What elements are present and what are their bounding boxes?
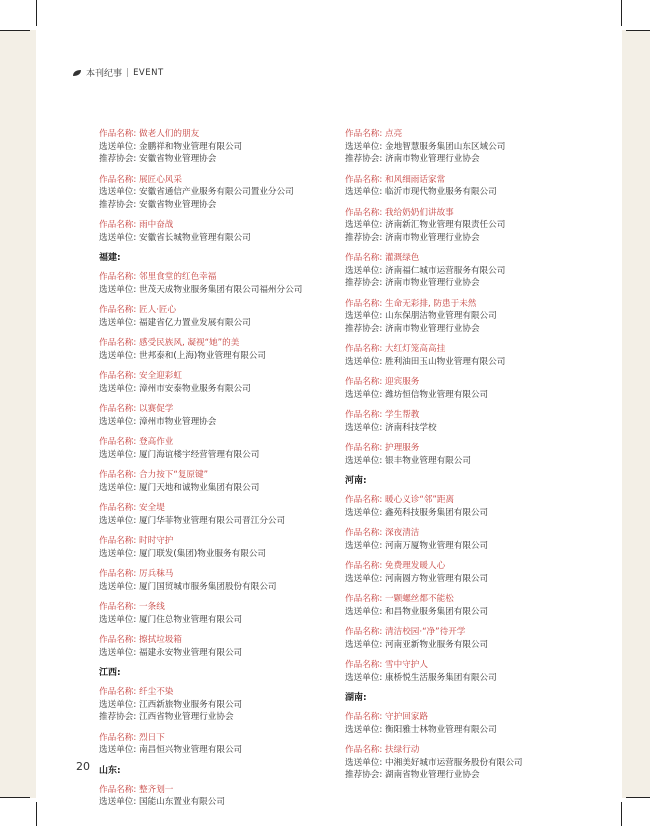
award-entry [99, 403, 359, 428]
crop-mark [36, 802, 37, 826]
entry-title: 作品名称: 烈日下 [99, 732, 165, 743]
entry-unit: 选送单位: 河南亚新物业服务有限公司 [345, 639, 489, 650]
entry-title: 作品名称: 点亮 [345, 129, 403, 139]
entry-association: 推荐协会: 济南市物业管理行业协会 [345, 323, 480, 334]
entry-title: 作品名称: 扶绿行动 [345, 745, 420, 755]
entry-unit: 选送单位: 国能山东置业有限公司 [99, 797, 225, 807]
entry-association: 推荐协会: 安徽省物业管理协会 [99, 199, 217, 210]
entry-title: 作品名称: 登高作业 [99, 437, 174, 447]
crop-mark [626, 797, 650, 798]
entry-title: 作品名称: 免费理发暖人心 [345, 561, 446, 571]
province-heading: 江西: [99, 668, 121, 678]
award-entry [345, 527, 605, 552]
entry-title: 作品名称: 清洁校园·“净”待开学 [345, 627, 466, 637]
entry-association: 推荐协会: 济南市物业管理行业协会 [345, 278, 480, 288]
entry-title: 作品名称: 擦拭垃圾箱 [99, 635, 182, 645]
entry-title: 作品名称: 一条线 [99, 602, 165, 612]
entry-unit: 选送单位: 胜利油田玉山物业管理有限公司 [345, 356, 506, 367]
province-heading: 山东: [99, 765, 121, 776]
entry-title: 作品名称: 灌溉绿色 [345, 253, 420, 263]
entry-unit: 选送单位: 安徽省通信产业服务有限公司置业分公司 [99, 187, 294, 197]
entry-title: 作品名称: 时时守护 [99, 536, 174, 546]
award-entry [99, 732, 359, 757]
province-heading: 河南: [345, 476, 367, 486]
section-title: 本刊纪事 [86, 69, 123, 79]
entry-title: 作品名称: 一颗螺丝都不能松 [345, 594, 454, 604]
entry-unit: 选送单位: 康桥悦生活服务集团有限公司 [345, 672, 497, 683]
entry-title: 作品名称: 雪中守护人 [345, 660, 428, 670]
entry-unit: 选送单位: 鑫苑科技服务集团有限公司 [345, 507, 489, 518]
award-entry [345, 252, 605, 290]
entry-unit: 选送单位: 南昌恒兴物业管理有限公司 [99, 745, 243, 755]
entry-title: 作品名称: 安全堤 [99, 503, 165, 513]
entry-unit: 选送单位: 安徽省长城物业管理有限公司 [99, 232, 251, 243]
award-entry [345, 128, 605, 166]
entry-unit: 选送单位: 衡阳雅士林物业管理有限公司 [345, 724, 497, 735]
entry-title: 作品名称: 学生帮教 [345, 410, 420, 420]
award-entry [99, 128, 359, 166]
crop-mark [36, 0, 37, 26]
entry-title: 作品名称: 展匠心风采 [99, 174, 182, 185]
entry-title: 作品名称: 迎宾服务 [345, 377, 420, 387]
entry-association: 推荐协会: 安徽省物业管理协会 [99, 154, 217, 164]
award-entry [99, 568, 359, 593]
entry-title: 作品名称: 匠人·匠心 [99, 305, 177, 315]
award-entry [99, 634, 359, 659]
award-entry [99, 271, 359, 296]
entry-unit: 选送单位: 济南福仁城市运营服务有限公司 [345, 265, 506, 276]
award-entry [99, 337, 359, 362]
province-heading: 湖南: [345, 693, 367, 703]
entry-title: 作品名称: 厉兵秣马 [99, 569, 174, 579]
entry-unit: 选送单位: 河南圆方物业管理有限公司 [345, 573, 489, 584]
entry-title: 作品名称: 感受民族风, 凝视“她”的美 [99, 338, 240, 348]
crop-mark [0, 30, 30, 31]
leaf-icon [72, 69, 82, 77]
award-entry [99, 370, 359, 395]
province-heading: 福建: [99, 253, 121, 263]
entry-unit: 选送单位: 世邦泰和(上海)物业管理有限公司 [99, 350, 267, 361]
award-entry [345, 298, 605, 336]
award-entry [99, 174, 359, 212]
entry-association: 推荐协会: 济南市物业管理行业协会 [345, 232, 480, 243]
section-subtitle: EVENT [133, 67, 164, 78]
entry-association: 推荐协会: 江西省物业管理行业协会 [99, 712, 234, 722]
entry-unit: 选送单位: 山东保朋洁物业管理有限公司 [345, 311, 497, 321]
award-entry [99, 304, 359, 329]
entry-association: 推荐协会: 济南市物业管理行业协会 [345, 154, 480, 164]
entry-unit: 选送单位: 厦门国贸城市服务集团股份有限公司 [99, 581, 277, 592]
entry-title: 作品名称: 合力按下“复原键” [99, 470, 209, 480]
award-entry [99, 502, 359, 527]
award-entry [99, 219, 359, 244]
page-number: 20 [76, 760, 90, 773]
entry-unit: 选送单位: 厦门天地和诚物业集团有限公司 [99, 482, 260, 493]
entry-unit: 选送单位: 福建永安物业管理有限公司 [99, 647, 243, 658]
award-entry [345, 711, 605, 736]
entry-title: 作品名称: 大红灯笼高高挂 [345, 344, 446, 354]
award-entry [345, 659, 605, 684]
entry-unit: 选送单位: 临沂市现代物业服务有限公司 [345, 187, 497, 197]
entry-unit: 选送单位: 中湘美好城市运营服务股份有限公司 [345, 757, 523, 768]
entry-unit: 选送单位: 潍坊恒信物业管理有限公司 [345, 389, 489, 400]
entry-title: 作品名称: 做老人们的朋友 [99, 129, 200, 139]
award-entry [345, 409, 605, 434]
entry-title: 作品名称: 护理服务 [345, 443, 420, 453]
entry-title: 作品名称: 安全迎彩虹 [99, 371, 182, 381]
entry-unit: 选送单位: 河南万厦物业管理有限公司 [345, 540, 489, 551]
award-entry [345, 376, 605, 401]
award-entry [345, 560, 605, 585]
entry-unit: 选送单位: 济南新汇物业管理有限责任公司 [345, 220, 506, 230]
entry-title: 作品名称: 生命无彩排, 防患于未然 [345, 298, 477, 309]
entry-unit: 选送单位: 银丰物业管理有限公司 [345, 455, 471, 466]
entry-title: 作品名称: 深夜清洁 [345, 528, 420, 538]
entry-title: 作品名称: 雨中奋战 [99, 220, 174, 230]
entry-unit: 选送单位: 厦门住总物业管理有限公司 [99, 614, 243, 625]
entry-unit: 选送单位: 金地智慧服务集团山东区域公司 [345, 141, 506, 152]
entry-unit: 选送单位: 福建省亿力置业发展有限公司 [99, 317, 251, 328]
entry-unit: 选送单位: 厦门海谊楼宇经营管理有限公司 [99, 449, 260, 460]
entry-unit: 选送单位: 漳州市物业管理协会 [99, 416, 217, 427]
entry-unit: 选送单位: 世茂天成物业服务集团有限公司福州分公司 [99, 284, 303, 295]
award-entry [345, 343, 605, 368]
award-entry [99, 784, 359, 809]
award-entry [99, 436, 359, 461]
award-entry [99, 469, 359, 494]
running-header [72, 66, 164, 79]
left-column [99, 128, 359, 817]
entry-title: 作品名称: 和风细雨话家常 [345, 174, 446, 185]
entry-title: 作品名称: 暖心义诊“邻”距离 [345, 495, 455, 505]
entry-unit: 选送单位: 江西新旅物业服务有限公司 [99, 699, 243, 710]
entry-unit: 选送单位: 漳州市安泰物业服务有限公司 [99, 383, 251, 394]
entry-title: 作品名称: 纤尘不染 [99, 687, 174, 697]
entry-unit: 选送单位: 金鹏祥和物业管理有限公司 [99, 141, 243, 152]
award-entry [345, 626, 605, 651]
right-column [345, 128, 605, 790]
entry-unit: 选送单位: 厦门联发(集团)物业服务有限公司 [99, 548, 267, 559]
entry-title: 作品名称: 守护回家路 [345, 712, 428, 722]
entry-title: 作品名称: 邻里食堂的红色幸福 [99, 272, 217, 282]
crop-mark [0, 797, 30, 798]
award-entry [345, 593, 605, 618]
entry-unit: 选送单位: 厦门华菲物业管理有限公司晋江分公司 [99, 515, 286, 526]
award-entry [345, 174, 605, 199]
entry-unit: 选送单位: 济南科技学校 [345, 422, 437, 433]
award-entry [99, 535, 359, 560]
award-entry [345, 207, 605, 245]
entry-unit: 选送单位: 和昌物业服务集团有限公司 [345, 606, 489, 617]
award-entry [99, 686, 359, 724]
header-separator: | [126, 67, 130, 78]
crop-mark [626, 30, 650, 31]
crop-mark [621, 802, 622, 826]
award-entry [99, 601, 359, 626]
entry-association: 推荐协会: 湖南省物业管理行业协会 [345, 770, 480, 780]
entry-title: 作品名称: 以赛促学 [99, 404, 174, 414]
award-entry [345, 494, 605, 519]
entry-title: 作品名称: 我给奶奶们讲故事 [345, 207, 454, 218]
award-entry [345, 744, 605, 782]
award-entry [345, 442, 605, 467]
crop-mark [621, 0, 622, 26]
entry-title: 作品名称: 整齐划一 [99, 784, 174, 795]
